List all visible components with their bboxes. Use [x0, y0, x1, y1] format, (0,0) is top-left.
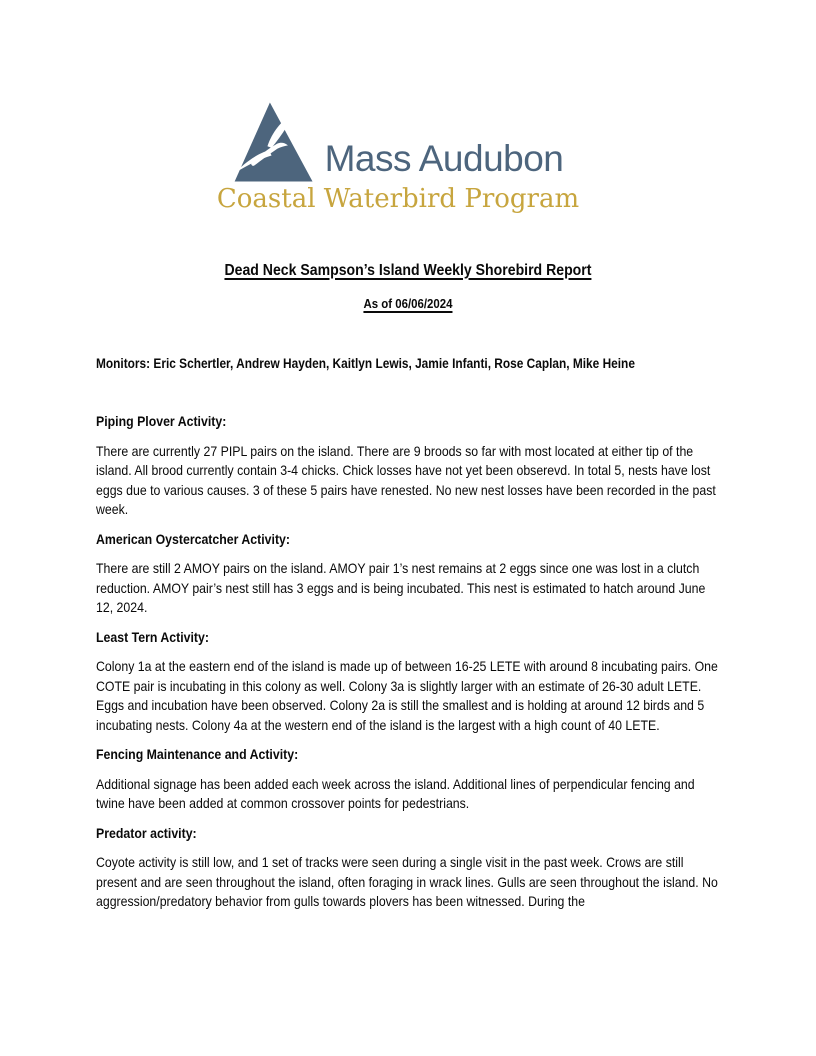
section-fencing-maintenance — [96, 745, 720, 814]
section-heading: American Oystercatcher Activity: — [96, 530, 291, 547]
section-heading: Predator activity: — [96, 824, 197, 841]
section-predator-activity — [96, 824, 720, 912]
org-wordmark: Mass Audubon — [324, 138, 564, 179]
section-paragraph: Additional signage has been added each week across the island. Additional lines of perpendicular fencing and twine have been added at common crossover points for pedestrians. — [96, 775, 695, 812]
program-name: Coastal Waterbird Program — [216, 184, 580, 214]
section-heading: Fencing Maintenance and Activity: — [96, 746, 299, 763]
section-paragraph: There are still 2 AMOY pairs on the island. AMOY pair 1’s nest remains at 2 eggs since one was lost in a clutch reduction. AMOY pair’s nest still has 3 eggs and is being incubated. This nest is estimated to hatch around June 12, 2024. — [96, 560, 706, 616]
monitors-line: Monitors: Eric Schertler, Andrew Hayden, Kaitlyn Lewis, Jamie Infanti, Rose Caplan, Mike Heine — [96, 355, 635, 371]
section-paragraph: Coyote activity is still low, and 1 set of tracks were seen during a single visit in the past week. Crows are still present and are seen throughout the island, often foraging in wrack lines. Gulls are seen throughout the island. No aggression/predatory behavior from gulls towards plovers has been witnessed. During the — [96, 854, 718, 910]
logo-row — [233, 100, 564, 184]
section-heading: Least Tern Activity: — [96, 628, 209, 645]
section-american-oystercatcher — [96, 530, 720, 618]
mass-audubon-logo — [86, 100, 710, 214]
report-date: As of 06/06/2024 — [363, 295, 453, 311]
section-paragraph: There are currently 27 PIPL pairs on the island. There are 9 broods so far with most located at either tip of the island. All brood currently contain 3-4 chicks. Chick losses have not yet been obserevd. In total 5, nests have lost eggs due to various causes. 3 of these 5 pairs have renested. No new nest losses have been recorded in the past week. — [96, 442, 716, 518]
section-piping-plover — [96, 412, 720, 520]
section-paragraph: Colony 1a at the eastern end of the island is made up of between 16-25 LETE with around 8 incubating pairs. One COTE pair is incubating in this colony as well. Colony 3a is slightly larger with an estimate of 26-30 adult LETE. Eggs and incubation have been observed. Colony 2a is still the smallest and is holding at around 12 birds and 5 incubating nests. Colony 4a at the western end of the island is the largest with a high count of 40 LETE. — [96, 658, 718, 733]
report-sections — [96, 412, 720, 912]
section-least-tern — [96, 628, 720, 736]
report-title: Dead Neck Sampson’s Island Weekly Shorebird Report — [224, 261, 592, 279]
section-heading: Piping Plover Activity: — [96, 413, 227, 430]
bird-in-triangle-icon — [233, 100, 315, 184]
document-body — [96, 260, 720, 912]
